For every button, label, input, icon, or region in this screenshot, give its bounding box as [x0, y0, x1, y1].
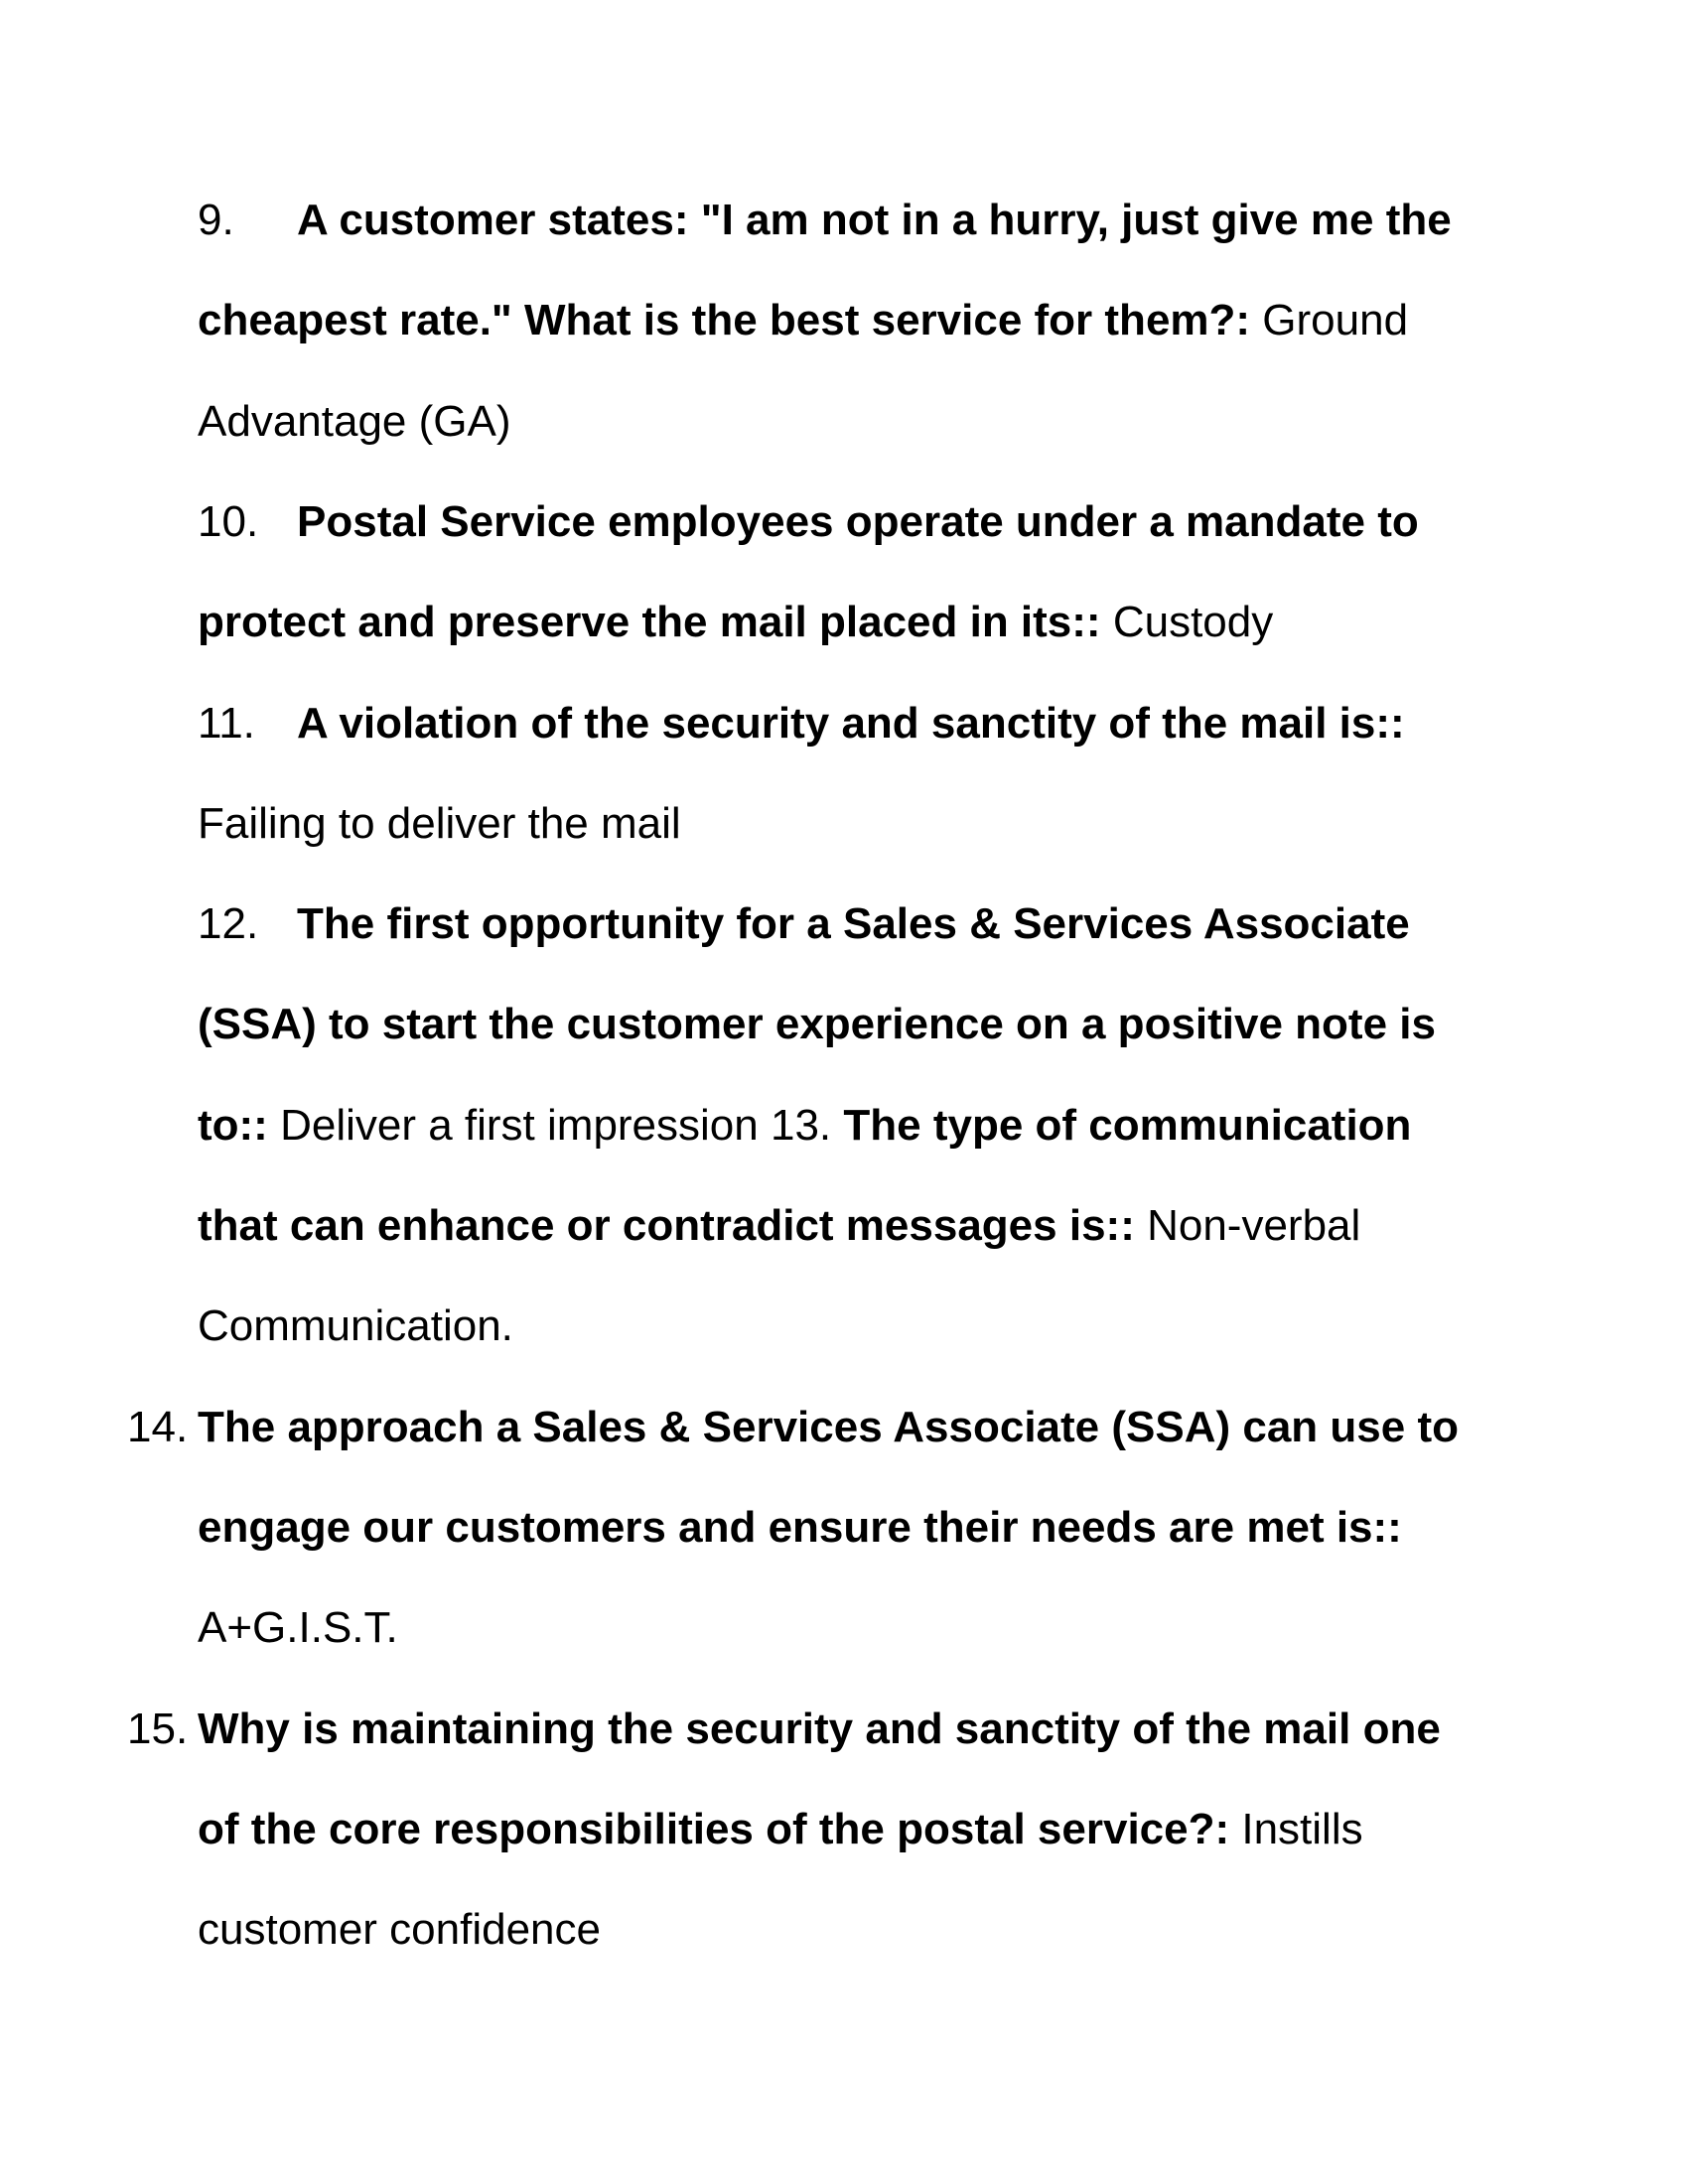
answer-text: Custody: [1100, 598, 1274, 647]
answer-text: Deliver a first impression 13.: [267, 1100, 844, 1150]
line-content: [198, 1201, 1360, 1250]
question-text: cheapest rate." What is the best service for them?:: [198, 296, 1251, 345]
line-content: [198, 1705, 1441, 1753]
question-text: Why is maintaining the security and sanctity of the mail one: [198, 1704, 1441, 1753]
item-number: 15.: [127, 1704, 189, 1753]
text-line: [198, 1577, 398, 1678]
question-text: The first opportunity for a Sales & Services Associate: [297, 899, 1410, 949]
question-text: The type of communication: [843, 1100, 1412, 1150]
text-line: [198, 572, 1273, 672]
question-text: to::: [198, 1100, 268, 1150]
answer-text: Non-verbal: [1134, 1201, 1361, 1250]
line-content: [198, 1000, 1436, 1048]
text-line: [198, 1075, 1411, 1175]
question-text: protect and preserve the mail placed in its::: [198, 598, 1101, 647]
text-line: [198, 170, 1452, 270]
text-line: [198, 472, 1419, 572]
line-content: [198, 1403, 1459, 1451]
text-line: [198, 1779, 1363, 1879]
text-line: [198, 1879, 601, 1979]
text-line: [198, 974, 1436, 1074]
item-number: 11.: [198, 698, 255, 748]
answer-text: Ground: [1250, 296, 1409, 345]
line-content: [297, 196, 1452, 244]
text-line: [198, 1477, 1402, 1577]
item-number: 12.: [198, 899, 259, 949]
line-content: [198, 1905, 601, 1954]
question-text: (SSA) to start the customer experience on a positive note is: [198, 1000, 1436, 1049]
line-content: [198, 1301, 513, 1350]
text-line: [198, 1276, 513, 1376]
question-text: A customer states: "I am not in a hurry, just give me the: [297, 196, 1452, 244]
item-number: 10.: [198, 496, 259, 546]
line-content: [297, 899, 1410, 948]
text-line: [127, 1679, 1441, 1779]
answer-text: Advantage (GA): [198, 396, 511, 446]
answer-text: customer confidence: [198, 1905, 601, 1955]
line-content: [297, 699, 1405, 748]
question-text: The approach a Sales & Services Associate (SSA) can use to: [198, 1402, 1459, 1451]
line-content: [198, 1503, 1402, 1552]
question-text: of the core responsibilities of the postal service?:: [198, 1804, 1230, 1853]
item-number: 14.: [127, 1402, 189, 1451]
line-content: [198, 296, 1408, 344]
line-content: [198, 397, 511, 446]
item-number: 9.: [198, 196, 234, 244]
question-text: A violation of the security and sanctity of the mail is::: [297, 698, 1405, 748]
text-line: [198, 773, 681, 874]
text-line: [198, 874, 1410, 974]
line-content: [198, 1603, 398, 1652]
text-line: [198, 270, 1408, 370]
line-content: [198, 799, 681, 848]
answer-text: A+G.I.S.T.: [198, 1603, 398, 1653]
text-line: [198, 371, 511, 472]
line-content: [198, 598, 1273, 646]
line-content: [198, 1101, 1411, 1150]
text-line: [127, 1377, 1459, 1477]
text-line: [198, 673, 1405, 773]
question-text: that can enhance or contradict messages is::: [198, 1201, 1135, 1250]
text-line: [198, 1175, 1360, 1276]
line-content: [297, 497, 1419, 546]
answer-text: Instills: [1229, 1804, 1363, 1853]
answer-text: Communication.: [198, 1301, 513, 1351]
question-text: engage our customers and ensure their needs are met is::: [198, 1502, 1402, 1552]
question-text: Postal Service employees operate under a mandate to: [297, 496, 1419, 546]
line-content: [198, 1805, 1363, 1853]
answer-text: Failing to deliver the mail: [198, 798, 681, 848]
